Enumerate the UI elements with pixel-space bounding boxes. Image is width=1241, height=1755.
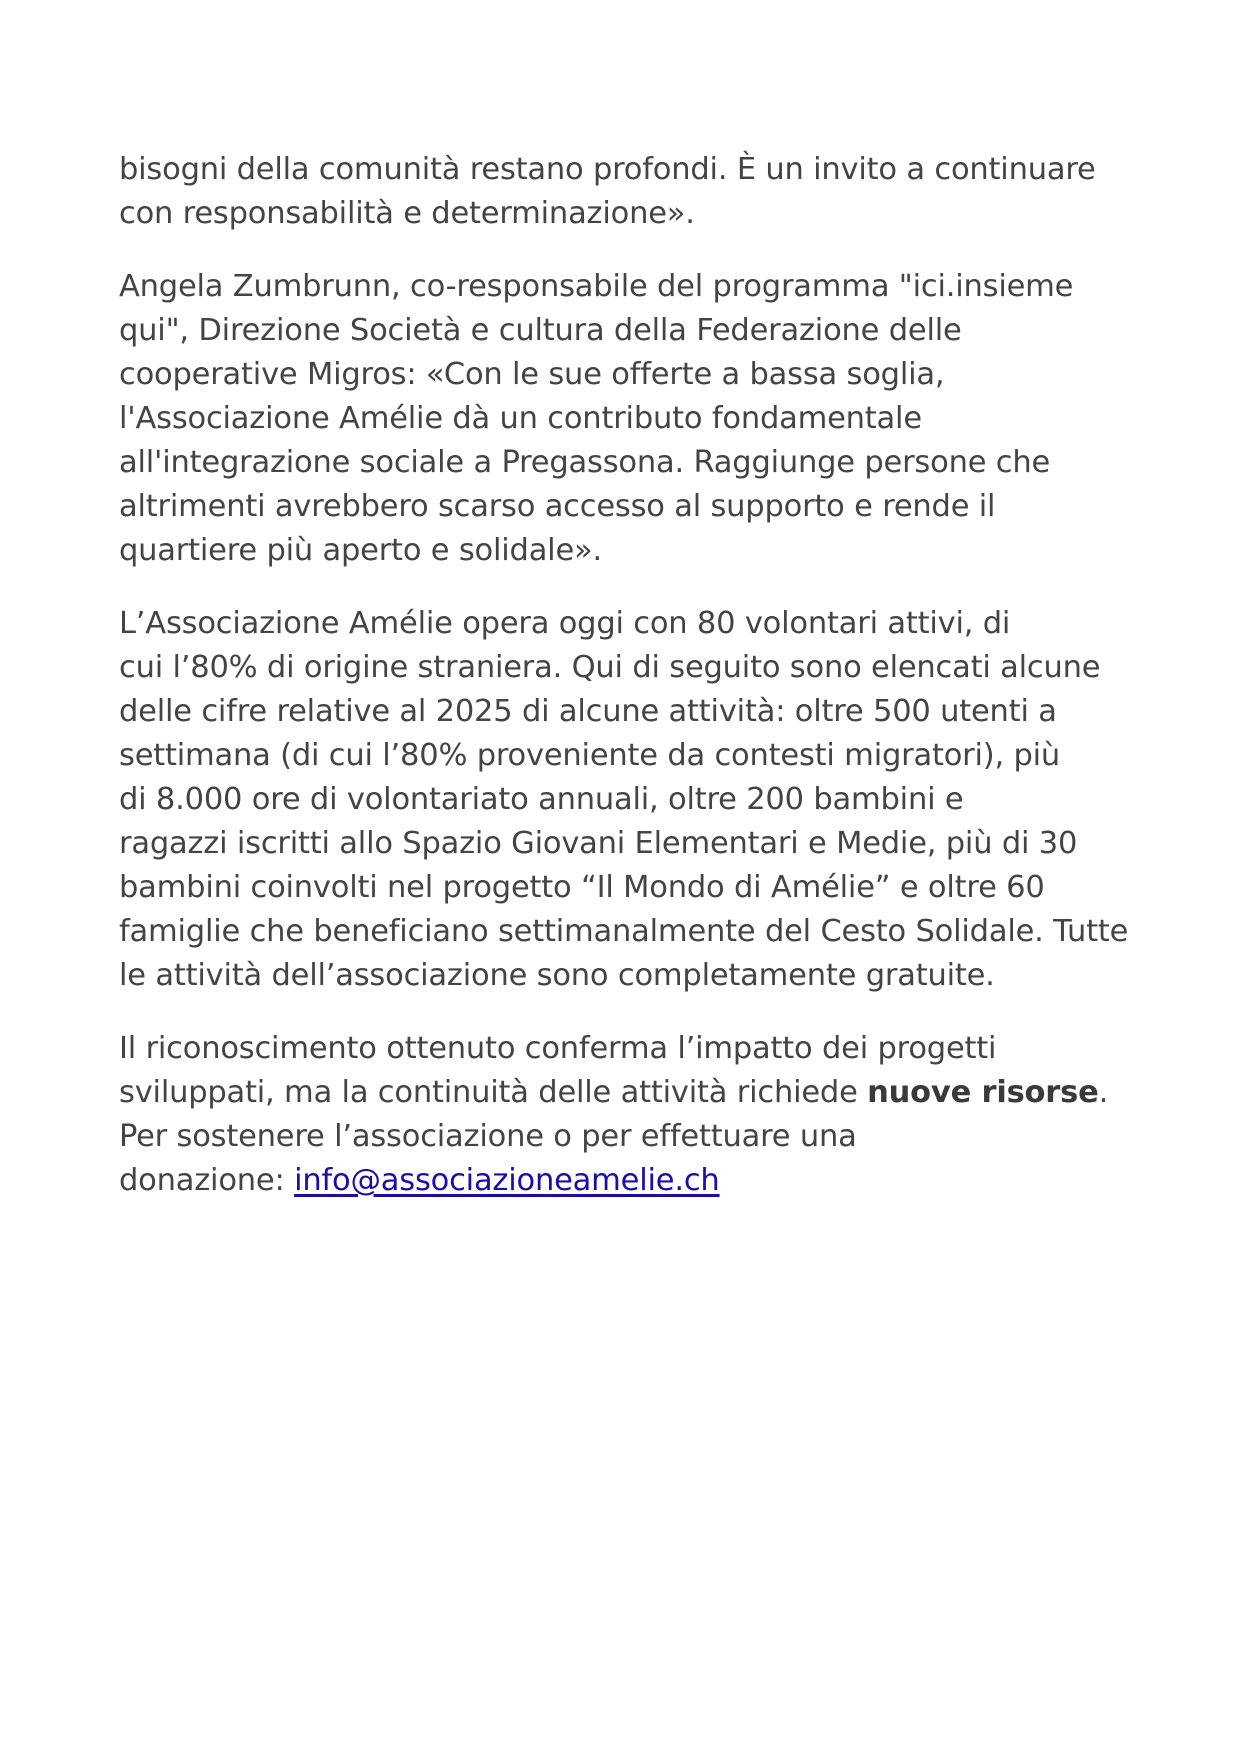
text-line: bambini coinvolti nel progetto “Il Mondo di Amélie” e oltre 60 xyxy=(119,870,1045,905)
text-line: con responsabilità e determinazione». xyxy=(119,196,695,231)
text-line: altrimenti avrebbero scarso accesso al supporto e rende il xyxy=(119,489,996,524)
text-segment: . xyxy=(1098,1075,1109,1110)
text-line: quartiere più aperto e solidale». xyxy=(119,533,602,568)
text-line: di 8.000 ore di volontariato annuali, oltre 200 bambini e xyxy=(119,782,964,817)
text-line xyxy=(119,1071,1129,1115)
text-line xyxy=(119,1159,1129,1203)
text-line: L’Associazione Amélie opera oggi con 80 volontari attivi, di xyxy=(119,606,1011,641)
text-line: Angela Zumbrunn, co-responsabile del programma "ici.insieme xyxy=(119,269,1074,304)
text-line: settimana (di cui l’80% proveniente da contesti migratori), più xyxy=(119,738,1061,773)
text-segment: donazione: xyxy=(119,1163,295,1198)
paragraph-zumbrunn-quote xyxy=(119,265,1129,573)
text-line: bisogni della comunità restano profondi. È un invito a continuare xyxy=(119,152,1096,187)
text-segment: sviluppati, ma la continuità delle attività richiede xyxy=(119,1075,868,1110)
text-line: famiglie che beneficiano settimanalmente del Cesto Solidale. Tutte xyxy=(119,914,1129,949)
text-line: Il riconoscimento ottenuto conferma l’impatto dei progetti xyxy=(119,1031,997,1066)
text-line: qui", Direzione Società e cultura della Federazione delle xyxy=(119,313,962,348)
paragraph-statistics xyxy=(119,602,1129,998)
bold-text-nuove-risorse: nuove risorse xyxy=(867,1075,1099,1110)
text-line: ragazzi iscritti allo Spazio Giovani Elementari e Medie, più di 30 xyxy=(119,826,1078,861)
paragraph-call-to-action xyxy=(119,1027,1129,1203)
text-line: Per sostenere l’associazione o per effettuare una xyxy=(119,1119,857,1154)
paragraph-quote-end xyxy=(119,148,1129,236)
text-line: l'Associazione Amélie dà un contributo fondamentale xyxy=(119,401,922,436)
text-line: le attività dell’associazione sono completamente gratuite. xyxy=(119,958,995,993)
text-line: cooperative Migros: «Con le sue offerte a bassa soglia, xyxy=(119,357,945,392)
text-line: all'integrazione sociale a Pregassona. Raggiunge persone che xyxy=(119,445,1051,480)
text-line: cui l’80% di origine straniera. Qui di seguito sono elencati alcune xyxy=(119,650,1101,685)
text-line: delle cifre relative al 2025 di alcune attività: oltre 500 utenti a xyxy=(119,694,1057,729)
email-link[interactable]: info@associazioneamelie.ch xyxy=(294,1163,720,1198)
document-body xyxy=(119,148,1129,1232)
